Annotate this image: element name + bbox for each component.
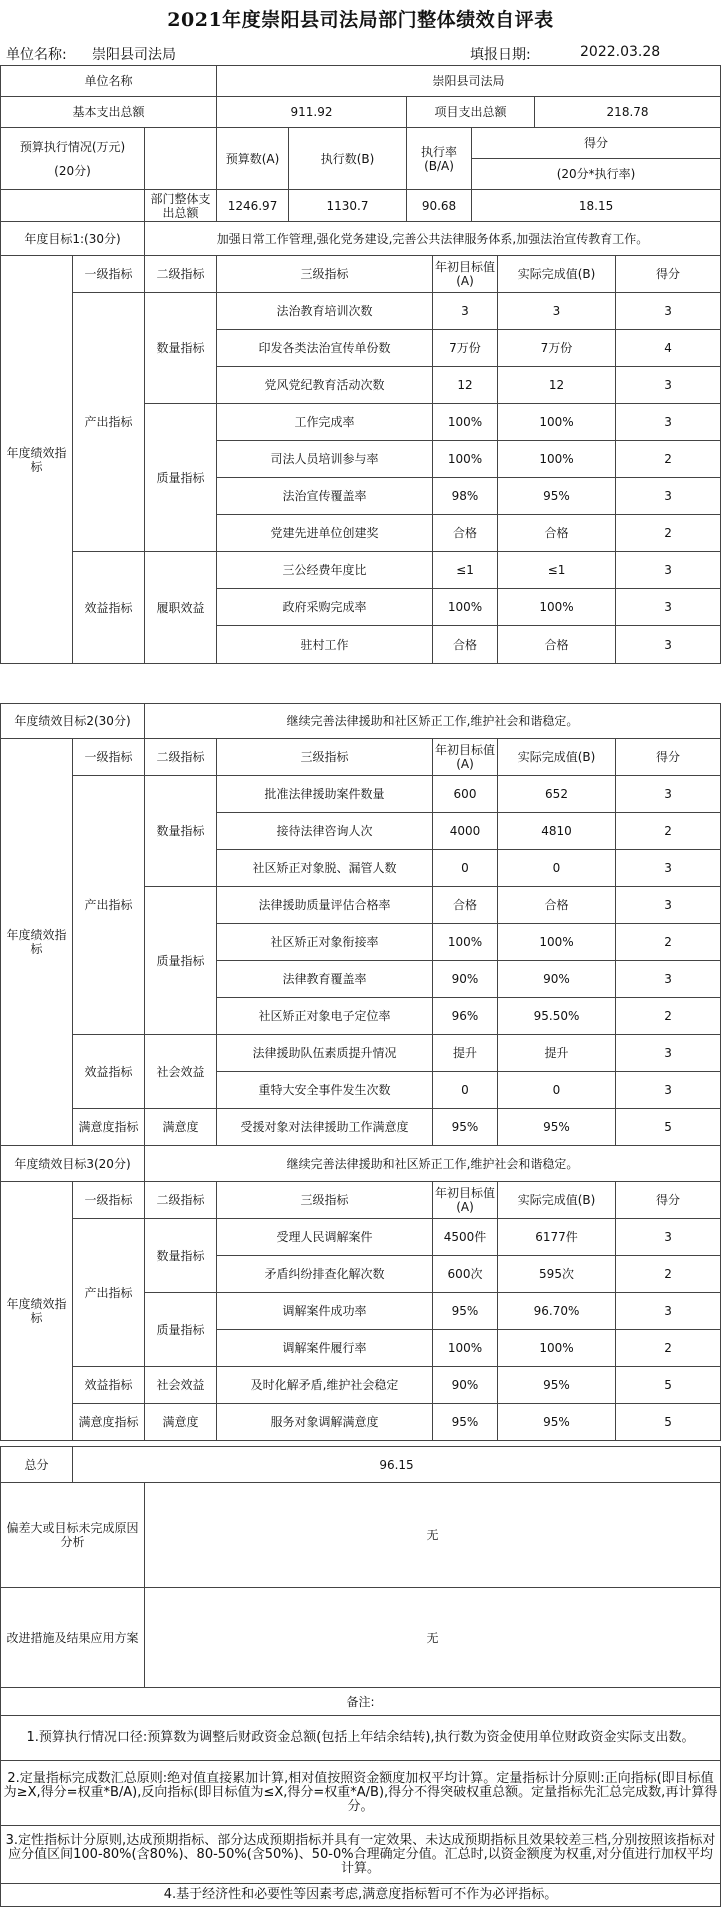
indicator-actual: 96.70% bbox=[498, 1293, 616, 1330]
indicator-score: 3 bbox=[616, 552, 721, 589]
satisfaction-label: 满意度 bbox=[145, 1404, 217, 1441]
indicator-actual: 3 bbox=[498, 293, 616, 330]
indicator-name: 法治教育培训次数 bbox=[217, 293, 433, 330]
social-benefit-label: 社会效益 bbox=[145, 1035, 217, 1109]
perf-indicator-label: 年度绩效指标 bbox=[1, 256, 73, 664]
indicator-score: 3 bbox=[616, 478, 721, 515]
budget-value: 1246.97 bbox=[217, 190, 289, 222]
indicator-score: 2 bbox=[616, 1330, 721, 1367]
indicator-name: 政府采购完成率 bbox=[217, 589, 433, 626]
indicator-target: 0 bbox=[433, 1072, 498, 1109]
indicator-target: 600 bbox=[433, 776, 498, 813]
indicator-actual: 合格 bbox=[498, 515, 616, 552]
indicator-actual: 95% bbox=[498, 1404, 616, 1441]
deviation-label: 偏差大或目标未完成原因分析 bbox=[1, 1483, 145, 1588]
unit-name-value: 崇阳县司法局 bbox=[217, 66, 721, 97]
header-l2: 二级指标 bbox=[145, 256, 217, 293]
indicator-target: ≤1 bbox=[433, 552, 498, 589]
indicator-actual: 100% bbox=[498, 404, 616, 441]
indicator-target: 12 bbox=[433, 367, 498, 404]
notes-table bbox=[0, 1687, 721, 1907]
perf-indicator-label: 年度绩效指标 bbox=[1, 739, 73, 1146]
indicator-name: 社区矫正对象衔接率 bbox=[217, 924, 433, 961]
indicator-name: 党建先进单位创建奖 bbox=[217, 515, 433, 552]
date-value: 2022.03.28 bbox=[580, 44, 661, 60]
indicator-name: 及时化解矛盾,维护社会稳定 bbox=[217, 1367, 433, 1404]
goal3-label: 年度绩效目标3(20分) bbox=[1, 1146, 145, 1182]
quality-indicator-label: 质量指标 bbox=[145, 887, 217, 1035]
indicator-name: 批准法律援助案件数量 bbox=[217, 776, 433, 813]
header-score: 得分 bbox=[616, 256, 721, 293]
indicator-actual: 95% bbox=[498, 1367, 616, 1404]
total-value: 96.15 bbox=[73, 1447, 721, 1483]
page-title: 2021年度崇阳县司法局部门整体绩效自评表 bbox=[167, 9, 554, 31]
indicator-name: 服务对象调解满意度 bbox=[217, 1404, 433, 1441]
indicator-actual: 12 bbox=[498, 367, 616, 404]
indicator-actual: 95% bbox=[498, 1109, 616, 1146]
indicator-actual: 6177件 bbox=[498, 1219, 616, 1256]
duty-benefit-label: 履职效益 bbox=[145, 552, 217, 664]
indicator-target: 100% bbox=[433, 589, 498, 626]
indicator-target: 0 bbox=[433, 850, 498, 887]
indicator-target: 95% bbox=[433, 1109, 498, 1146]
indicator-name: 受援对象对法律援助工作满意度 bbox=[217, 1109, 433, 1146]
total-label: 总分 bbox=[1, 1447, 73, 1483]
exec-value: 1130.7 bbox=[289, 190, 407, 222]
note-item: 4.基于经济性和必要性等因素考虑,满意度指标暂可不作为必评指标。 bbox=[1, 1884, 721, 1907]
indicator-target: 3 bbox=[433, 293, 498, 330]
indicator-score: 3 bbox=[616, 626, 721, 664]
indicator-target: 4500件 bbox=[433, 1219, 498, 1256]
indicator-name: 工作完成率 bbox=[217, 404, 433, 441]
indicator-target: 合格 bbox=[433, 626, 498, 664]
indicator-name: 矛盾纠纷排查化解次数 bbox=[217, 1256, 433, 1293]
unit-label: 单位名称: bbox=[6, 47, 67, 63]
budget-num-header: 预算数(A) bbox=[217, 128, 289, 190]
indicator-score: 3 bbox=[616, 589, 721, 626]
indicator-actual: 合格 bbox=[498, 626, 616, 664]
benefit-indicator-label: 效益指标 bbox=[73, 552, 145, 664]
indicator-actual: 595次 bbox=[498, 1256, 616, 1293]
indicator-actual: 7万份 bbox=[498, 330, 616, 367]
indicator-target: 95% bbox=[433, 1293, 498, 1330]
header-l1: 一级指标 bbox=[73, 739, 145, 776]
indicator-name: 社区矫正对象脱、漏管人数 bbox=[217, 850, 433, 887]
indicator-actual: 90% bbox=[498, 961, 616, 998]
indicator-actual: 652 bbox=[498, 776, 616, 813]
budget-exec-title: 预算执行情况(万元) bbox=[19, 139, 126, 154]
indicator-name: 党风党纪教育活动次数 bbox=[217, 367, 433, 404]
goal3-table bbox=[0, 1145, 721, 1441]
basic-expense-value: 911.92 bbox=[217, 97, 407, 128]
budget-exec-label bbox=[1, 128, 145, 190]
indicator-score: 2 bbox=[616, 515, 721, 552]
header-target: 年初目标值(A) bbox=[433, 1182, 498, 1219]
indicator-name: 社区矫正对象电子定位率 bbox=[217, 998, 433, 1035]
rate-value: 90.68 bbox=[407, 190, 472, 222]
unit-name-label: 单位名称 bbox=[1, 66, 217, 97]
indicator-name: 法律教育覆盖率 bbox=[217, 961, 433, 998]
goal2-label: 年度绩效目标2(30分) bbox=[1, 704, 145, 739]
goal2-table bbox=[0, 703, 721, 1146]
empty-cell bbox=[145, 128, 217, 190]
indicator-score: 5 bbox=[616, 1404, 721, 1441]
satisfaction-label: 满意度 bbox=[145, 1109, 217, 1146]
indicator-target: 90% bbox=[433, 961, 498, 998]
output-indicator-label: 产出指标 bbox=[73, 1219, 145, 1367]
satisfaction-indicator-label: 满意度指标 bbox=[73, 1404, 145, 1441]
indicator-name: 驻村工作 bbox=[217, 626, 433, 664]
indicator-score: 5 bbox=[616, 1109, 721, 1146]
header-score: 得分 bbox=[616, 1182, 721, 1219]
indicator-target: 90% bbox=[433, 1367, 498, 1404]
indicator-actual: 0 bbox=[498, 850, 616, 887]
goal1-text: 加强日常工作管理,强化党务建设,完善公共法律服务体系,加强法治宣传教育工作。 bbox=[145, 222, 721, 256]
indicator-actual: 合格 bbox=[498, 887, 616, 924]
project-expense-value: 218.78 bbox=[535, 97, 721, 128]
social-benefit-label: 社会效益 bbox=[145, 1367, 217, 1404]
output-indicator-label: 产出指标 bbox=[73, 776, 145, 1035]
indicator-score: 3 bbox=[616, 776, 721, 813]
goal2-text: 继续完善法律援助和社区矫正工作,维护社会和谐稳定。 bbox=[145, 704, 721, 739]
indicator-score: 3 bbox=[616, 850, 721, 887]
unit-value: 崇阳县司法局 bbox=[92, 47, 176, 63]
indicator-actual: 100% bbox=[498, 924, 616, 961]
indicator-score: 2 bbox=[616, 813, 721, 850]
indicator-target: 合格 bbox=[433, 515, 498, 552]
indicator-name: 法治宣传覆盖率 bbox=[217, 478, 433, 515]
score-value: 18.15 bbox=[472, 190, 721, 222]
score-formula: (20分*执行率) bbox=[472, 159, 721, 190]
indicator-target: 100% bbox=[433, 441, 498, 478]
indicator-target: 100% bbox=[433, 924, 498, 961]
indicator-name: 司法人员培训参与率 bbox=[217, 441, 433, 478]
header-l2: 二级指标 bbox=[145, 1182, 217, 1219]
goal1-table bbox=[0, 221, 721, 664]
indicator-score: 3 bbox=[616, 1072, 721, 1109]
header-score: 得分 bbox=[616, 739, 721, 776]
basic-expense-label: 基本支出总额 bbox=[1, 97, 217, 128]
indicator-name: 接待法律咨询人次 bbox=[217, 813, 433, 850]
indicator-target: 100% bbox=[433, 404, 498, 441]
header-target: 年初目标值(A) bbox=[433, 256, 498, 293]
note-item: 1.预算执行情况口径:预算数为调整后财政资金总额(包括上年结余结转),执行数为资金使用单位财政资金实际支出数。 bbox=[1, 1716, 721, 1761]
indicator-actual: 4810 bbox=[498, 813, 616, 850]
indicator-name: 印发各类法治宣传单份数 bbox=[217, 330, 433, 367]
satisfaction-indicator-label: 满意度指标 bbox=[73, 1109, 145, 1146]
indicator-name: 重特大安全事件发生次数 bbox=[217, 1072, 433, 1109]
indicator-name: 调解案件履行率 bbox=[217, 1330, 433, 1367]
quantity-indicator-label: 数量指标 bbox=[145, 776, 217, 887]
notes-label: 备注: bbox=[1, 1688, 721, 1716]
header-l2: 二级指标 bbox=[145, 739, 217, 776]
improve-value: 无 bbox=[145, 1588, 721, 1688]
date-label: 填报日期: bbox=[470, 47, 531, 63]
indicator-actual: 100% bbox=[498, 1330, 616, 1367]
goal1-label: 年度目标1:(30分) bbox=[1, 222, 145, 256]
header-actual: 实际完成值(B) bbox=[498, 1182, 616, 1219]
goal3-text: 继续完善法律援助和社区矫正工作,维护社会和谐稳定。 bbox=[145, 1146, 721, 1182]
indicator-score: 3 bbox=[616, 293, 721, 330]
indicator-score: 3 bbox=[616, 404, 721, 441]
header-actual: 实际完成值(B) bbox=[498, 739, 616, 776]
indicator-target: 7万份 bbox=[433, 330, 498, 367]
indicator-actual: 100% bbox=[498, 589, 616, 626]
quantity-indicator-label: 数量指标 bbox=[145, 293, 217, 404]
indicator-name: 调解案件成功率 bbox=[217, 1293, 433, 1330]
indicator-score: 2 bbox=[616, 1256, 721, 1293]
indicator-target: 100% bbox=[433, 1330, 498, 1367]
indicator-actual: ≤1 bbox=[498, 552, 616, 589]
indicator-target: 合格 bbox=[433, 887, 498, 924]
deviation-value: 无 bbox=[145, 1483, 721, 1588]
score-header: 得分 bbox=[472, 128, 721, 159]
exec-num-header: 执行数(B) bbox=[289, 128, 407, 190]
output-indicator-label: 产出指标 bbox=[73, 293, 145, 552]
empty-cell bbox=[1, 190, 145, 222]
indicator-target: 98% bbox=[433, 478, 498, 515]
indicator-score: 3 bbox=[616, 961, 721, 998]
indicator-score: 3 bbox=[616, 1219, 721, 1256]
indicator-actual: 95.50% bbox=[498, 998, 616, 1035]
indicator-score: 2 bbox=[616, 998, 721, 1035]
header-l3: 三级指标 bbox=[217, 256, 433, 293]
indicator-score: 3 bbox=[616, 367, 721, 404]
header-actual: 实际完成值(B) bbox=[498, 256, 616, 293]
header-l1: 一级指标 bbox=[73, 256, 145, 293]
quality-indicator-label: 质量指标 bbox=[145, 404, 217, 552]
note-item: 2.定量指标完成数汇总原则:绝对值直接累加计算,相对值按照资金额度加权平均计算。定量指标计分原则:正向指标(即目标值为≥X,得分=权重*B/A),反向指标(即目标值为≤X,得分=权重*A/B),得分不得突破权重总额。定量指标先汇总完成数,再计算得分。 bbox=[1, 1761, 721, 1826]
exec-rate-header: 执行率(B/A) bbox=[407, 128, 472, 190]
indicator-target: 95% bbox=[433, 1404, 498, 1441]
benefit-indicator-label: 效益指标 bbox=[73, 1367, 145, 1404]
budget-summary-table bbox=[0, 65, 721, 222]
indicator-score: 3 bbox=[616, 887, 721, 924]
indicator-actual: 0 bbox=[498, 1072, 616, 1109]
conclusion-table bbox=[0, 1446, 721, 1688]
improve-label: 改进措施及结果应用方案 bbox=[1, 1588, 145, 1688]
indicator-target: 600次 bbox=[433, 1256, 498, 1293]
indicator-name: 三公经费年度比 bbox=[217, 552, 433, 589]
quality-indicator-label: 质量指标 bbox=[145, 1293, 217, 1367]
indicator-score: 2 bbox=[616, 441, 721, 478]
overall-expense-label: 部门整体支出总额 bbox=[145, 190, 217, 222]
header-l1: 一级指标 bbox=[73, 1182, 145, 1219]
perf-indicator-label: 年度绩效指标 bbox=[1, 1182, 73, 1441]
indicator-target: 4000 bbox=[433, 813, 498, 850]
indicator-score: 5 bbox=[616, 1367, 721, 1404]
header-target: 年初目标值(A) bbox=[433, 739, 498, 776]
indicator-score: 3 bbox=[616, 1293, 721, 1330]
indicator-name: 受理人民调解案件 bbox=[217, 1219, 433, 1256]
project-expense-label: 项目支出总额 bbox=[407, 97, 535, 128]
note-item: 3.定性指标计分原则,达成预期指标、部分达成预期指标并具有一定效果、未达成预期指标且效果较差三档,分别按照该指标对应分值区间100-80%(含80%)、80-50%(含50%)、50-0%合理确定分值。汇总时,以资金额度为权重,对分值进行加权平均计算。 bbox=[1, 1826, 721, 1884]
indicator-actual: 提升 bbox=[498, 1035, 616, 1072]
indicator-target: 96% bbox=[433, 998, 498, 1035]
header-l3: 三级指标 bbox=[217, 739, 433, 776]
budget-exec-score: (20分) bbox=[54, 163, 91, 178]
indicator-actual: 100% bbox=[498, 441, 616, 478]
benefit-indicator-label: 效益指标 bbox=[73, 1035, 145, 1109]
indicator-target: 提升 bbox=[433, 1035, 498, 1072]
quantity-indicator-label: 数量指标 bbox=[145, 1219, 217, 1293]
indicator-score: 4 bbox=[616, 330, 721, 367]
indicator-name: 法律援助队伍素质提升情况 bbox=[217, 1035, 433, 1072]
indicator-actual: 95% bbox=[498, 478, 616, 515]
indicator-score: 3 bbox=[616, 1035, 721, 1072]
indicator-name: 法律援助质量评估合格率 bbox=[217, 887, 433, 924]
indicator-score: 2 bbox=[616, 924, 721, 961]
header-l3: 三级指标 bbox=[217, 1182, 433, 1219]
